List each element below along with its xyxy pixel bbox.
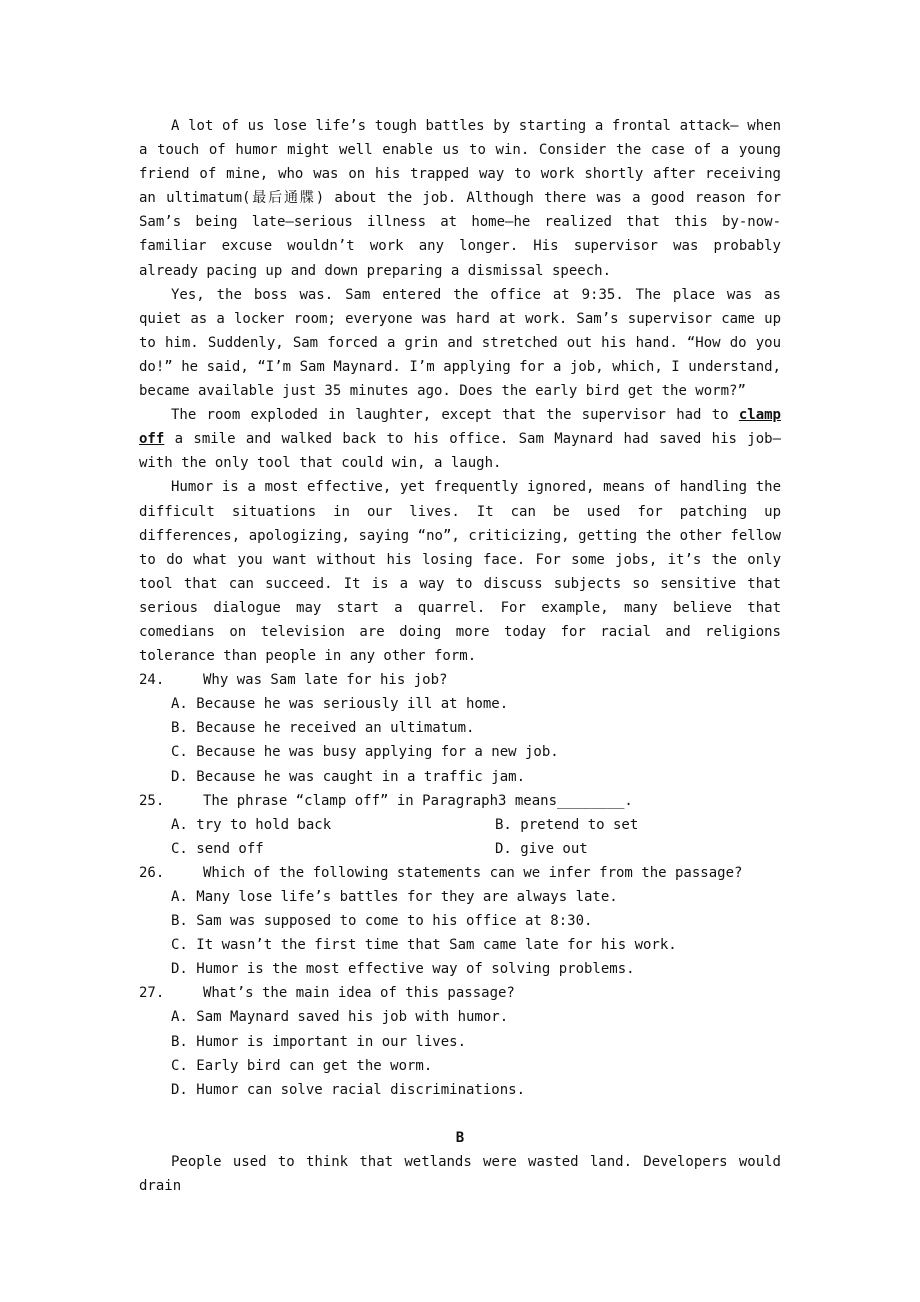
option: C. It wasn’t the first time that Sam came late for his work. [171,937,677,954]
option: A. try to hold back [171,816,332,833]
options-row [139,813,781,837]
option: A. Sam Maynard saved his job with humor. [171,1009,509,1026]
option: C. send off [171,840,264,857]
underlined-phrase: clamp off [139,407,781,448]
option: A. Because he was seriously ill at home. [171,696,509,713]
section-b-title: B [455,1129,465,1146]
question-text: The phrase “clamp off” in Paragraph3 means________. [203,792,633,809]
question-number: 24. [139,672,165,689]
option: D. Because he was caught in a traffic jam. [171,768,526,785]
option: B. pretend to set [495,816,639,833]
option: C. Early bird can get the worm. [171,1057,433,1074]
passage-a-paragraph-3 [139,403,781,475]
option: B. Humor is important in our lives. [171,1033,467,1050]
question-text: Which of the following statements can we infer from the passage? [203,864,743,881]
question-number: 25. [139,792,165,809]
question-25 [139,789,781,813]
question-number: 27. [139,985,165,1002]
passage-a-paragraph-1: A lot of us lose life’s tough battles by starting a frontal attack— when a touch of humor might well enable us to win. Consider the case of a young friend of mine, who was on his trapped way to work shortly after receiving an ultimatum(最后通牒) about the job. Although there was a good reason for Sam’s being late—serious illness at home—he realized that this by-now-familiar excuse wouldn’t work any longer. His supervisor was probably already pacing up and down preparing a dismissal speech. [139,118,781,279]
question-26 [139,861,781,885]
option: C. Because he was busy applying for a new job. [171,744,559,761]
question-24 [139,668,781,692]
passage-a-paragraph-4: Humor is a most effective, yet frequently ignored, means of handling the difficult situations in our lives. It can be used for patching up differences, apologizing, saying “no”, criticizing, getting the other fellow to do what you want without his losing face. For some jobs, it’s the only tool that can succeed. It is a way to discuss subjects so sensitive that serious dialogue may start a quarrel. For example, many believe that comedians on television are doing more today for racial and religions tolerance than people in any other form. [139,479,781,665]
option: B. Sam was supposed to come to his office at 8:30. [171,913,593,930]
section-b-paragraph-1: People used to think that wetlands were wasted land. Developers would drain [139,1153,781,1195]
option: D. Humor can solve racial discriminations. [171,1081,526,1098]
option: A. Many lose life’s battles for they are always late. [171,889,618,905]
paragraph-3-text-before: The room exploded in laughter, except that the supervisor had to [171,407,739,424]
question-text: Why was Sam late for his job? [203,672,448,689]
document-page [139,114,781,1198]
option: D. Humor is the most effective way of solving problems. [171,961,635,978]
question-27 [139,981,781,1005]
options-row [139,837,781,861]
passage-a-paragraph-2: Yes, the boss was. Sam entered the office at 9:35. The place was as quiet as a locker room; everyone was hard at work. Sam’s supervisor came up to him. Suddenly, Sam forced a grin and stretched out his hand. “How do you do!” he said, “I’m Sam Maynard. I’m applying for a job, which, I understand, became available just 35 minutes ago. Does the early bird get the worm?” [139,286,781,400]
paragraph-3-text-after: a smile and walked back to his office. Sam Maynard had saved his job— with the only tool that could win, a laugh. [139,431,781,472]
option: D. give out [495,840,588,857]
option: B. Because he received an ultimatum. [171,720,475,737]
question-number: 26. [139,864,165,881]
question-text: What’s the main idea of this passage? [203,985,515,1002]
